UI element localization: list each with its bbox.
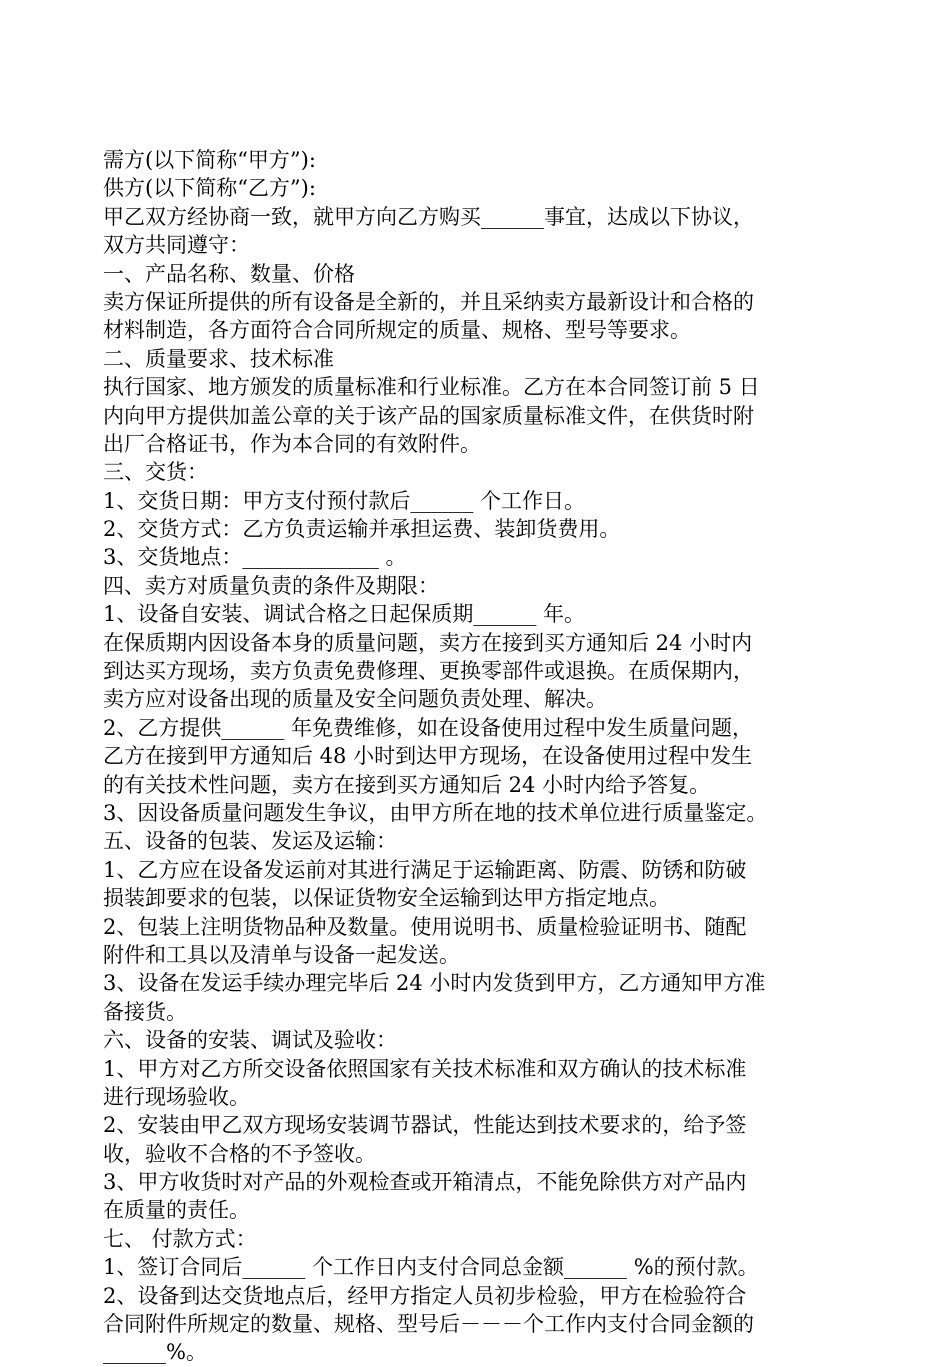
paragraph-line: 损装卸要求的包装，以保证货物安全运输到达甲方指定地点。 [103,886,670,911]
paragraph-line: 到达买方现场，卖方负责免费修理、更换零部件或退换。在质保期内， [103,659,754,684]
clause-line: 1、乙方应在设备发运前对其进行满足于运输距离、防震、防锈和防破 [103,857,747,882]
clause-line: 1、甲方对乙方所交设备依照国家有关技术标准和双方确认的技术标准 [103,1056,747,1081]
clause-line: 1、交货日期：甲方支付预付款后______ 个工作日。 [103,488,586,513]
clause-line: 3、因设备质量问题发生争议，由甲方所在地的技术单位进行质量鉴定。 [103,800,768,825]
paragraph-line: 在质量的责任。 [103,1198,250,1223]
contract-body [103,146,851,1367]
paragraph-line: 材料制造，各方面符合合同所规定的质量、规格、型号等要求。 [103,318,691,343]
paragraph-line: 内向甲方提供加盖公章的关于该产品的国家质量标准文件，在供货时附 [103,403,754,428]
section-heading-4: 四、卖方对质量负责的条件及期限： [103,573,439,598]
clause-line: 2、乙方提供______ 年免费维修，如在设备使用过程中发生质量问题， [103,715,754,740]
paragraph-line: 出厂合格证书，作为本合同的有效附件。 [103,431,481,456]
buyer-line: 需方(以下简称“甲方”): [103,148,316,172]
clause-line: 2、安装由甲乙双方现场安装调节器试，性能达到技术要求的，给予签 [103,1113,747,1138]
paragraph-line: ______%。 [103,1340,207,1365]
paragraph-line: 乙方在接到甲方通知后 48 小时到达甲方现场，在设备使用过程中发生 [103,744,753,769]
paragraph-line: 在保质期内因设备本身的质量问题，卖方在接到买方通知后 24 小时内 [103,630,753,655]
section-heading-5: 五、设备的包装、发运及运输： [103,829,397,854]
section-heading-3: 三、交货： [103,460,208,485]
clause-line: 1、签订合同后______ 个工作日内支付合同总金额______ %的预付款。 [103,1255,759,1280]
clause-line: 3、甲方收货时对产品的外观检查或开箱清点，不能免除供方对产品内 [103,1170,747,1195]
paragraph-line: 收，验收不合格的不予签收。 [103,1141,376,1166]
paragraph-line: 进行现场验收。 [103,1084,250,1109]
paragraph-line: 合同附件所规定的数量、规格、型号后－－－个工作内支付合同金额的 [103,1312,754,1337]
paragraph-line: 备接货。 [103,999,187,1024]
paragraph-line: 卖方保证所提供的所有设备是全新的，并且采纳卖方最新设计和合格的 [103,289,754,314]
paragraph-line: 卖方应对设备出现的质量及安全问题负责处理、解决。 [103,687,607,712]
section-heading-2: 二、质量要求、技术标准 [103,346,334,371]
paragraph-line: 双方共同遵守： [103,233,250,258]
section-heading-7: 七、 付款方式： [103,1226,257,1251]
clause-line: 2、交货方式：乙方负责运输并承担运费、装卸货费用。 [103,517,621,542]
clause-line: 1、设备自安装、调试合格之日起保质期______ 年。 [103,602,586,627]
clause-line: 3、交货地点：_____________ 。 [103,545,407,570]
clause-line: 2、设备到达交货地点后，经甲方指定人员初步检验，甲方在检验符合 [103,1283,747,1308]
clause-line: 3、设备在发运手续办理完毕后 24 小时内发货到甲方，乙方通知甲方准 [103,971,766,996]
section-heading-6: 六、设备的安装、调试及验收： [103,1028,397,1053]
paragraph-line: 甲乙双方经协商一致，就甲方向乙方购买______事宜，达成以下协议， [103,204,754,229]
section-heading-1: 一、产品名称、数量、价格 [103,261,355,286]
clause-line: 2、包装上注明货物品种及数量。使用说明书、质量检验证明书、随配 [103,914,747,939]
supplier-line: 供方(以下简称“乙方”): [103,176,316,201]
paragraph-line: 执行国家、地方颁发的质量标准和行业标准。乙方在本合同签订前 5 日 [103,375,760,400]
paragraph-line: 的有关技术性问题，卖方在接到买方通知后 24 小时内给予答复。 [103,772,711,797]
paragraph-line: 附件和工具以及清单与设备一起发送。 [103,942,460,967]
